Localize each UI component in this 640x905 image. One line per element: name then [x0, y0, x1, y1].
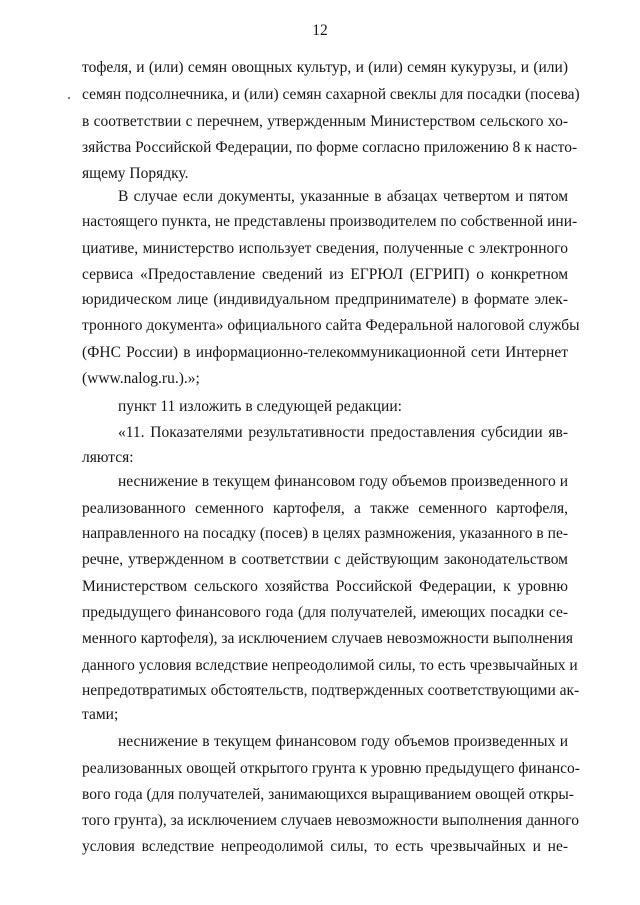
document-page: 12 тофеля, и (или) семян овощных культур, и (или) семян кукурузы, и (или) семян подсолнечника, и (или) семян сахарной свеклы для посадки (посева) в соответствии с перечнем, утвержденным Министерством сельского хо- зяйства Российской Федерации, по форме согласно приложению 8 к насто- ящему Порядку. В случае если документы, указанные в абзацах четвертом и пятом настоящего пункта, не представлены производителем по собственной ини- циативе, министерство использует сведения, полученные с электронного сервиса «Предоставление сведений из ЕГРЮЛ (ЕГРИП) о конкретном юридическом лице (индивидуальном предпринимателе) в формате элек- тронного документа» официального сайта Федеральной налоговой службы (ФНС России) в информационно-телекоммуникационной сети Интернет (www.nalog.ru.).»; пункт 11 изложить в следующей редакции: «11. Показателями результативности предоставления субсидии яв- ляются: неснижение в текущем финансовом году объемов произведенного и реализованного семенного картофеля, а также семенного картофеля, направленного на посадку (посев) в целях размножения, указанного в пе- речне, утвержденном в соответствии с действующим законодательством Министерством сельского хозяйства Российской Федерации, к уровню предыдущего финансового года (для получателей, имеющих посадки се- менного картофеля), за исключением случаев невозможности выполнения данного условия вследствие непреодолимой силы, то есть чрезвычайных и непредотвратимых обстоятельств, подтвержденных соответствующими ак- тами; неснижение в текущем финансовом году объемов произведенных и реализованных овощей открытого грунта к уровню предыдущего финансо- вого года (для получателей, занимающихся выращиванием овощей откры- того грунта), за исключением случаев невозможности выполнения данного условия вследствие непреодолимой силы, то есть чрезвычайных и не- — [0, 0, 640, 905]
scan-speck — [68, 97, 70, 99]
page-number: 12 — [312, 22, 328, 39]
